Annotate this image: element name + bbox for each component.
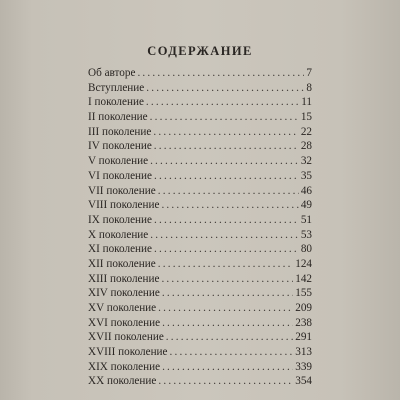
toc-leader-dots: [158, 301, 293, 316]
toc-entry-page: 15: [300, 111, 312, 124]
toc-entry-page: 354: [295, 375, 312, 388]
toc-entry-page: 238: [295, 316, 312, 329]
toc-entry-label: XVIII поколение: [88, 346, 168, 359]
toc-entry: [88, 345, 312, 360]
toc-entry-page: 51: [300, 213, 312, 226]
toc-entry-label: V поколение: [88, 155, 149, 168]
toc-entry: [88, 125, 312, 140]
toc-entry: [88, 257, 312, 272]
toc-entry-label: XV поколение: [88, 302, 157, 314]
toc-entry-label: XX поколение: [88, 375, 157, 388]
toc-entry-label: XIV поколение: [88, 287, 160, 300]
toc-entry: [88, 360, 312, 375]
toc-entry-label: VI поколение: [88, 169, 152, 182]
toc-leader-dots: [150, 110, 299, 125]
toc-leader-dots: [166, 330, 293, 345]
toc-entry-page: 8: [306, 81, 312, 94]
toc-entry-page: 49: [300, 199, 312, 212]
toc-leader-dots: [154, 242, 299, 257]
toc-entry-label: Вступление: [88, 81, 145, 94]
toc-entry: [88, 330, 312, 345]
toc-entry: [88, 242, 312, 257]
toc-entry-label: XII поколение: [88, 257, 156, 270]
toc-leader-dots: [154, 169, 299, 184]
toc-entry-page: 291: [295, 331, 312, 344]
toc-leader-dots: [162, 360, 293, 375]
toc-entry-page: 155: [295, 287, 312, 300]
toc-entry: [88, 139, 312, 154]
toc-entry-label: XI поколение: [88, 243, 152, 256]
toc-entry-page: 53: [300, 228, 312, 241]
toc-entry-page: 7: [306, 67, 312, 79]
toc-entry: [88, 66, 312, 81]
toc-leader-dots: [158, 257, 294, 272]
toc-entry-page: 313: [295, 346, 312, 359]
toc-leader-dots: [162, 286, 293, 301]
toc-entry: [88, 374, 312, 389]
toc-entry: [88, 95, 312, 110]
toc-entry-page: 209: [295, 302, 312, 314]
toc-leader-dots: [146, 95, 299, 110]
toc-entry: [88, 110, 312, 125]
toc-leader-dots: [137, 66, 304, 81]
toc-entry-page: 22: [300, 125, 312, 138]
toc-entry-label: XVII поколение: [88, 331, 164, 344]
toc-entry: [88, 154, 312, 169]
toc-entry: [88, 184, 312, 199]
toc-leader-dots: [154, 213, 299, 228]
toc-entry-page: 32: [300, 155, 312, 168]
table-of-contents: [88, 66, 312, 389]
toc-leader-dots: [153, 125, 298, 140]
toc-entry: [88, 81, 312, 96]
toc-leader-dots: [158, 184, 299, 199]
toc-entry-label: VIII поколение: [88, 199, 160, 212]
toc-entry-label: II поколение: [88, 111, 148, 124]
toc-entry-label: VII поколение: [88, 184, 156, 197]
toc-entry-label: I поколение: [88, 96, 144, 109]
toc-entry-label: Об авторе: [88, 67, 136, 79]
toc-entry-page: 124: [295, 257, 312, 270]
toc-leader-dots: [154, 139, 299, 154]
toc-entry: [88, 228, 312, 243]
toc-entry-page: 80: [300, 243, 312, 256]
toc-entry-label: XIII поколение: [88, 272, 160, 285]
toc-entry-page: 339: [295, 360, 312, 373]
toc-entry: [88, 169, 312, 184]
toc-entry-label: IX поколение: [88, 213, 152, 226]
toc-leader-dots: [170, 345, 294, 360]
toc-leader-dots: [150, 228, 299, 243]
toc-entry-page: 28: [300, 140, 312, 153]
toc-leader-dots: [146, 81, 304, 96]
toc-entry-label: XVI поколение: [88, 316, 161, 329]
toc-entry: [88, 316, 312, 331]
toc-entry-label: III поколение: [88, 125, 152, 138]
toc-entry-label: XIX поколение: [88, 360, 161, 373]
toc-entry: [88, 286, 312, 301]
toc-entry: [88, 272, 312, 287]
toc-leader-dots: [158, 374, 293, 389]
toc-entry: [88, 213, 312, 228]
toc-entry-label: X поколение: [88, 228, 149, 241]
toc-leader-dots: [161, 198, 298, 213]
toc-entry-label: IV поколение: [88, 140, 152, 153]
toc-title: СОДЕРЖАНИЕ: [147, 44, 253, 58]
toc-entry-page: 46: [300, 184, 312, 197]
toc-entry-page: 35: [300, 169, 312, 182]
toc-entry-page: 11: [301, 96, 312, 109]
toc-leader-dots: [161, 272, 293, 287]
toc-entry: [88, 301, 312, 316]
toc-entry: [88, 198, 312, 213]
toc-leader-dots: [150, 154, 299, 169]
toc-entry-page: 142: [295, 272, 312, 285]
toc-leader-dots: [162, 316, 293, 331]
